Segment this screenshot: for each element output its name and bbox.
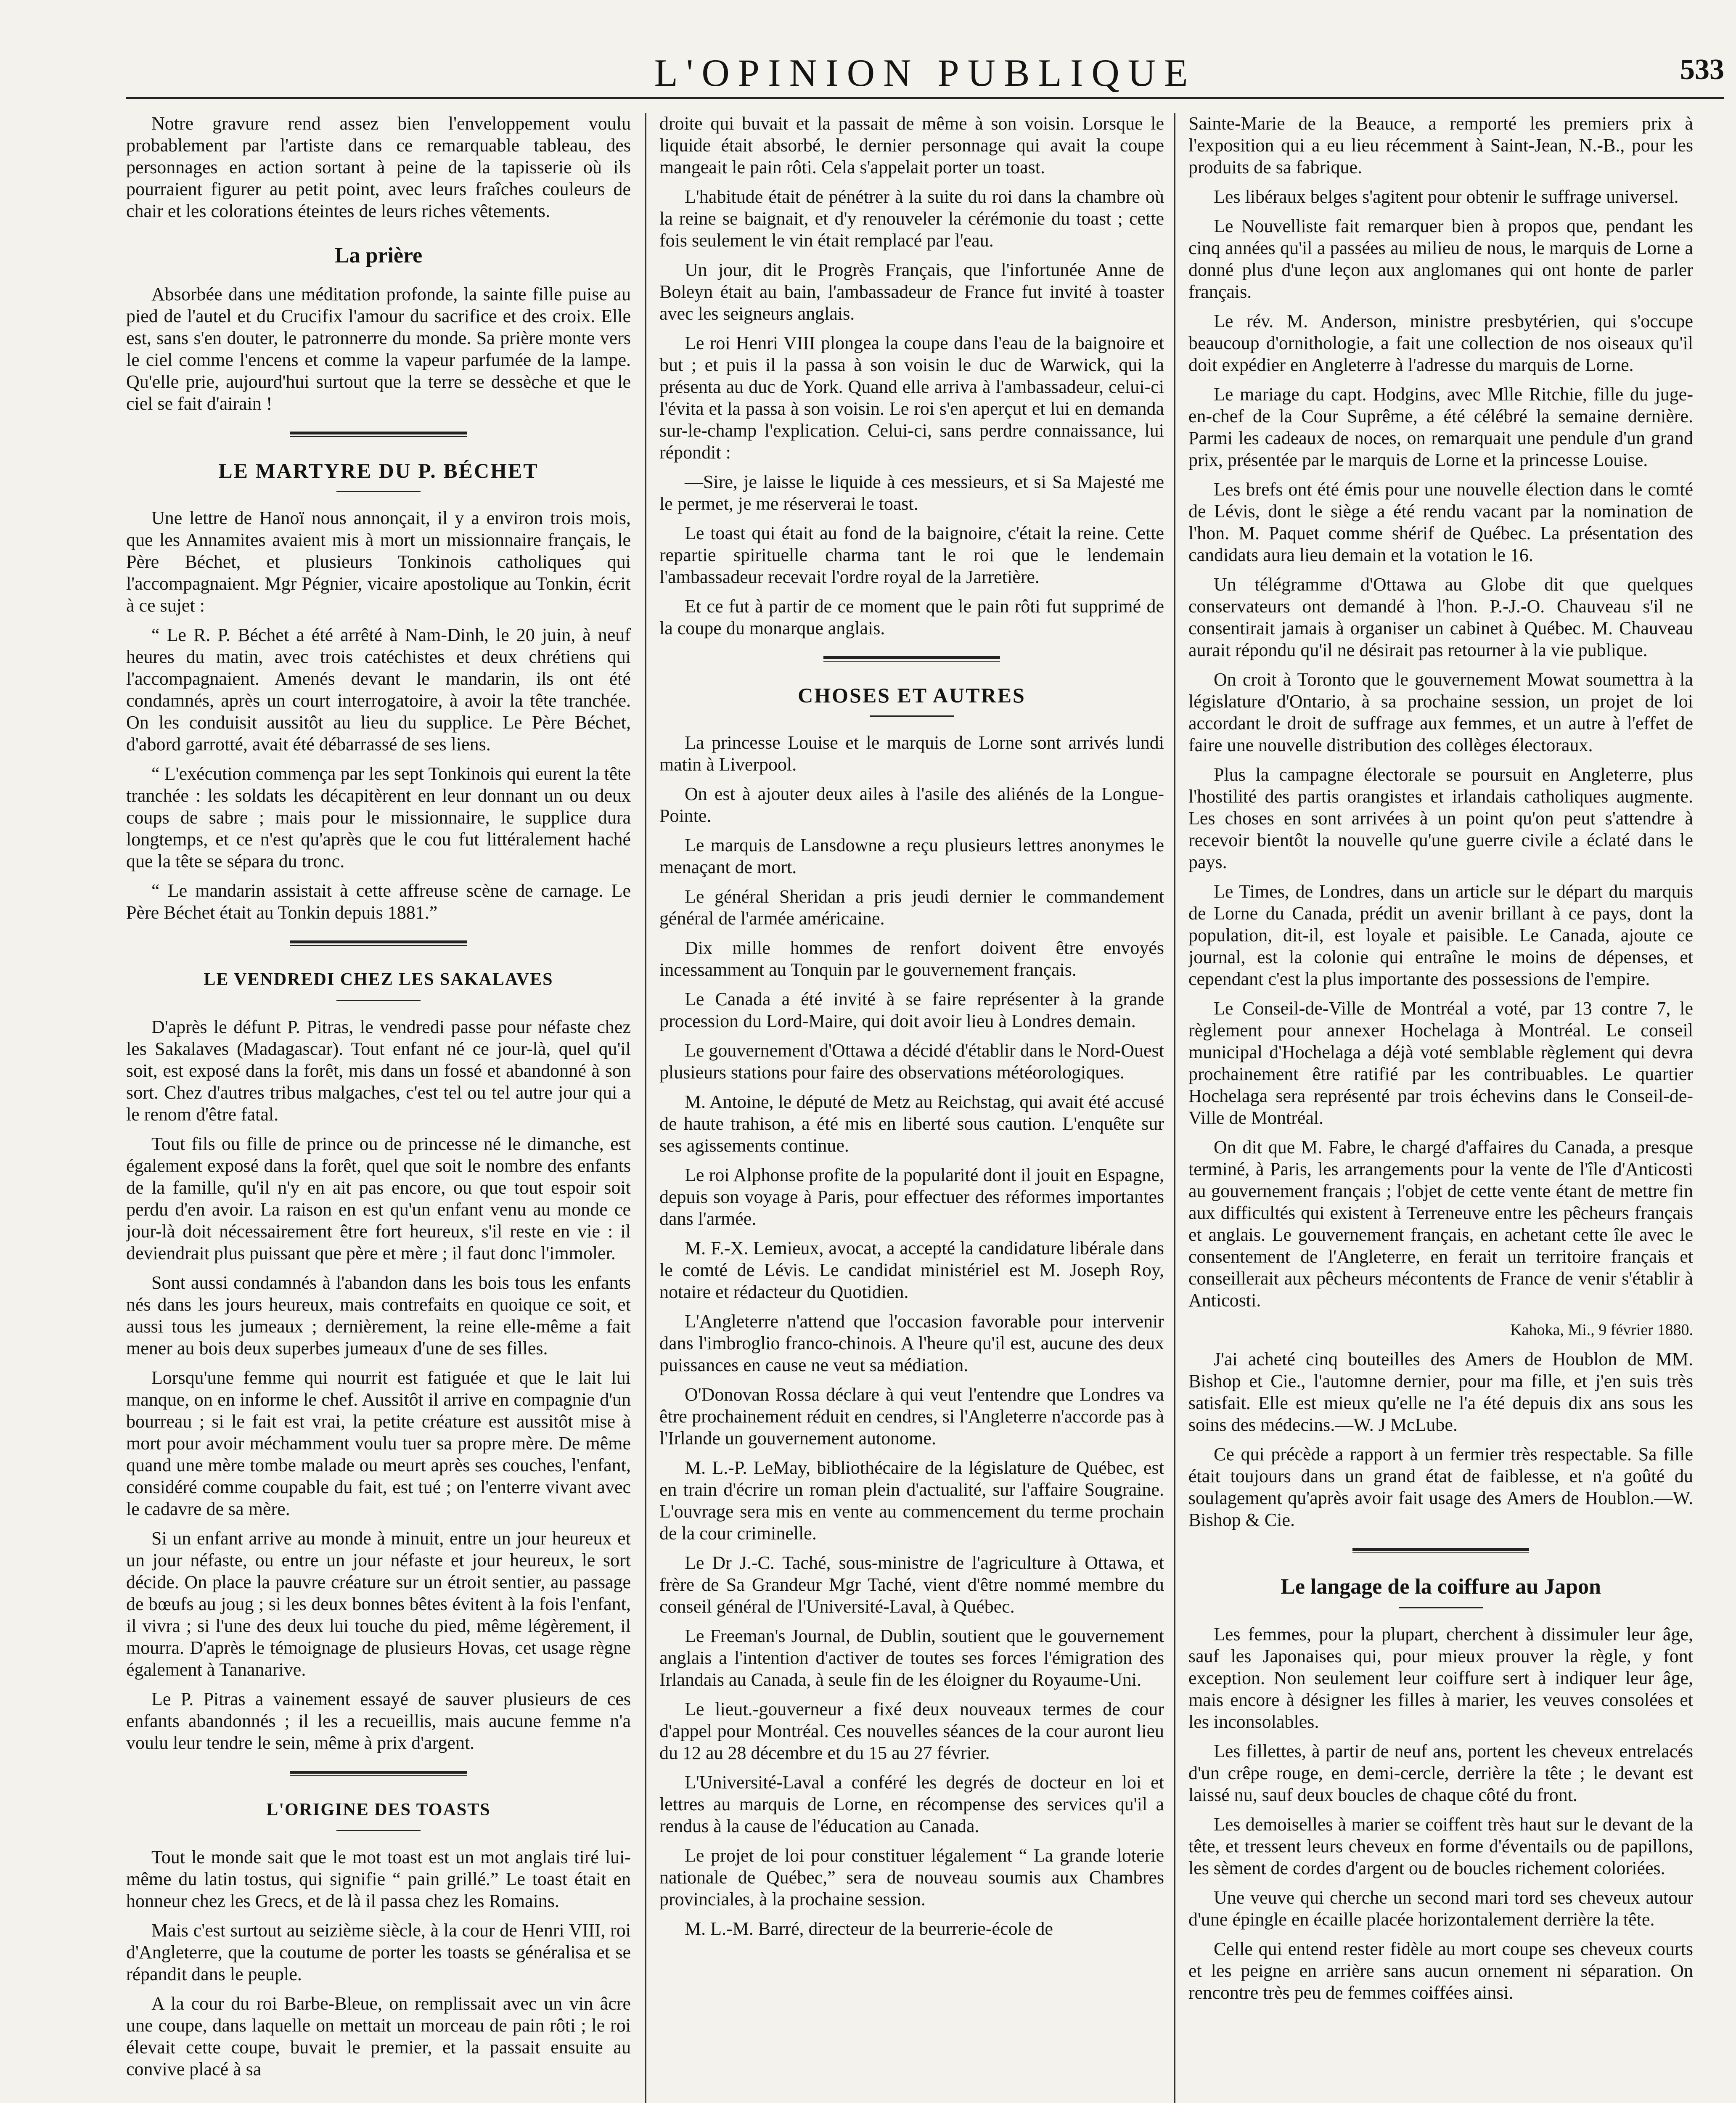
news-item: Le Canada a été invité à se faire représenter à la grande procession du Lord-Maire, qui doit avoir lieu à Londres demain.: [659, 989, 1164, 1031]
news-item: Un télégramme d'Ottawa au Globe dit que quelques conservateurs ont demandé à l'hon. P.-J.-O. Chauveau s'il ne consentirait jamais à organiser un cabinet à Québec. M. Chauveau aurait répondu qu'il ne désirait pas retourner à la vie publique.: [1188, 574, 1693, 660]
heading-vendredi: LE VENDREDI CHEZ LES SAKALAVES: [204, 970, 553, 989]
newspaper-title: L'OPINION PUBLIQUE: [654, 51, 1196, 94]
news-item: Le Times, de Londres, dans un article sur le départ du marquis de Lorne du Canada, prédit un avenir brillant à ce pays, dont la population, dit-il, est loyale et paisible. Le Canada, ajoute ce journal, est la colonie qui entraîne le moins de dépenses, et cependant c'est la plus importante des possessions de l'empire.: [1188, 881, 1693, 989]
section-divider: [290, 1771, 467, 1776]
article-paragraph: Un jour, dit le Progrès Français, que l'infortunée Anne de Boleyn était au bain, l'ambassadeur de France fut invité à toaster avec les seigneurs anglais.: [659, 260, 1164, 324]
news-item: On est à ajouter deux ailes à l'asile des aliénés de la Longue-Pointe.: [659, 784, 1164, 826]
article-paragraph: Notre gravure rend assez bien l'enveloppement voulu probablement par l'artiste dans ce remarquable tableau, des personnages en action sortant à peine de la tapisserie où ils pourraient figurer au petit point, avec leurs fraîches couleurs de chair et les colorations éteintes de leurs riches vêtements.: [126, 113, 631, 221]
news-item: M. Antoine, le député de Metz au Reichstag, qui avait été accusé de haute trahison, a été mis en liberté sous caution. L'enquête sur ses agissements continue.: [659, 1091, 1164, 1156]
article-paragraph: Le toast qui était au fond de la baignoire, c'était la reine. Cette repartie spirituelle charma tant le roi que le lendemain l'ambassadeur recevait l'ordre royal de la Jarretière.: [659, 523, 1164, 587]
article-paragraph: Les fillettes, à partir de neuf ans, portent les cheveux entrelacés d'un crêpe rouge, en demi-cercle, derrière la tête ; le devant est laissé nu, sauf deux boucles de chaque côté du front.: [1188, 1741, 1693, 1805]
column-left: [126, 113, 631, 2103]
masthead: [126, 50, 1724, 99]
heading-la-priere: La prière: [334, 244, 423, 268]
article-paragraph: Mais c'est surtout au seizième siècle, à la cour de Henri VIII, roi d'Angleterre, que la coutume de porter les toasts se généralisa et se répandit dans le peuple.: [126, 1920, 631, 1984]
heading-underline: [336, 1830, 421, 1831]
advertisement-text: J'ai acheté cinq bouteilles des Amers de Houblon de MM. Bishop et Cie., l'automne dernier, pour ma fille, et j'en suis très satisfait. Elle est mieux qu'elle ne l'a été depuis dix ans sous les soins des médecins.—W. J McLube.: [1188, 1349, 1693, 1435]
heading-underline: [1399, 1607, 1483, 1608]
heading-choses-et-autres: CHOSES ET AUTRES: [798, 683, 1026, 707]
article-paragraph: “ Le mandarin assistait à cette affreuse scène de carnage. Le Père Béchet était au Tonkin depuis 1881.”: [126, 880, 631, 923]
heading-underline: [336, 491, 421, 492]
article-paragraph: Celle qui entend rester fidèle au mort coupe ses cheveux courts et les peigne en arrière sans aucun ornement ni séparation. On rencontre très peu de femmes coiffées ainsi.: [1188, 1939, 1693, 2003]
article-paragraph: Le P. Pitras a vainement essayé de sauver plusieurs de ces enfants abandonnés ; il les a recueillis, mais aucune femme n'a voulu leur tendre le sein, même à prix d'argent.: [126, 1689, 631, 1753]
article-paragraph: Si un enfant arrive au monde à minuit, entre un jour heureux et un jour néfaste, ou entre un jour néfaste et jour heureux, le sort décide. On place la pauvre créature sur un étroit sentier, au passage de bœufs au joug ; si les deux bonnes bêtes évitent à la fois l'enfant, il vivra ; si l'une des deux lui touche du pied, même légèrement, il mourra. D'après le témoignage de plusieurs Hovas, cet usage règne également à Tananarive.: [126, 1528, 631, 1680]
article-paragraph: D'après le défunt P. Pitras, le vendredi passe pour néfaste chez les Sakalaves (Madagascar). Tout enfant né ce jour-là, quel qu'il soit, est exposé dans la forêt, mis dans un fossé et abandonné à son sort. Chez d'autres tribus malgaches, c'est tel ou tel autre jour qui a le renom d'être fatal.: [126, 1017, 631, 1125]
article-paragraph: droite qui buvait et la passait de même à son voisin. Lorsque le liquide était absorbé, le dernier personnage qui avait la coupe mangeait le pain rôti. Cela s'appelait porter un toast.: [659, 113, 1164, 177]
column-middle: [659, 113, 1164, 2103]
news-item: Le Conseil-de-Ville de Montréal a voté, par 13 contre 7, le règlement pour annexer Hochelaga à Montréal. Le conseil municipal d'Hochelaga a déjà voté semblable règlement qui devra prochainement être ratifié par les contribuables. Le quartier Hochelaga sera représenté par trois échevins dans le Conseil-de-Ville de Montréal.: [1188, 998, 1693, 1128]
section-divider: [290, 940, 467, 946]
news-item: M. L.-P. LeMay, bibliothécaire de la législature de Québec, est en train d'écrire un roman plein d'actualité, sur l'affaire Sougraine. L'ouvrage sera mis en vente au commencement du terme prochain de la cour criminelle.: [659, 1457, 1164, 1544]
news-item: Le marquis de Lansdowne a reçu plusieurs lettres anonymes le menaçant de mort.: [659, 835, 1164, 877]
news-item: Les libéraux belges s'agitent pour obtenir le suffrage universel.: [1214, 186, 1679, 207]
news-item: Le Freeman's Journal, de Dublin, soutient que le gouvernement anglais a l'intention d'activer de toutes ses forces l'émigration des Irlandais au Canada, à seule fin de les éloigner du Royaume-Uni.: [659, 1626, 1164, 1690]
article-paragraph: Et ce fut à partir de ce moment que le pain rôti fut supprimé de la coupe du monarque anglais.: [659, 596, 1164, 638]
news-item: Le mariage du capt. Hodgins, avec Mlle Ritchie, fille du juge-en-chef de la Cour Suprême, a été célébré la semaine dernière. Parmi les cadeaux de noces, on remarquait une pendule d'un grand prix, présentée par le marquis de Lorne et la princesse Louise.: [1188, 384, 1693, 470]
news-item: M. F.-X. Lemieux, avocat, a accepté la candidature libérale dans le comté de Lévis. Le candidat ministériel est M. Joseph Roy, notaire et rédacteur du Quotidien.: [659, 1238, 1164, 1302]
news-item: Le lieut.-gouverneur a fixé deux nouveaux termes de cour d'appel pour Montréal. Ces nouvelles séances de la cour auront lieu du 12 au 28 décembre et du 15 au 27 février.: [659, 1699, 1164, 1763]
advertisement-text: Ce qui précède a rapport à un fermier très respectable. Sa fille était toujours dans un grand état de faiblesse, et n'a goûté du soulagement qu'après avoir fait usage des Amers de Houblon.—W. Bishop & Cie.: [1188, 1444, 1693, 1530]
news-item: Le roi Alphonse profite de la popularité dont il jouit en Espagne, depuis son voyage à Paris, pour effectuer des réformes importantes dans l'armée.: [659, 1165, 1164, 1229]
article-paragraph: “ Le R. P. Béchet a été arrêté à Nam-Dinh, le 20 juin, à neuf heures du matin, avec trois catéchistes et deux chrétiens qui l'accompagnaient. Amenés devant le mandarin, ils ont été condamnés, après un court interrogatoire, à avoir la tête tranchée. On les conduisit aussitôt au lieu du supplice. Le Père Béchet, d'abord garrotté, avait été débarrassé de ses liens.: [126, 625, 631, 755]
page-number: 533: [1680, 53, 1724, 86]
news-item: Dix mille hommes de renfort doivent être envoyés incessamment au Tonquin par le gouvernement français.: [659, 938, 1164, 980]
news-item: O'Donovan Rossa déclare à qui veut l'entendre que Londres va être prochainement réduit en cendres, si l'Angleterre n'accorde pas à l'Irlande un gouvernement autonome.: [659, 1384, 1164, 1449]
article-paragraph: Absorbée dans une méditation profonde, la sainte fille puise au pied de l'autel et du Crucifix l'amour du sacrifice et des croix. Elle est, sans s'en douter, le patronnerre du monde. Sa prière monte vers le ciel comme l'encens et comme la vapeur parfumée de la lampe. Qu'elle prie, aujourd'hui surtout que la terre se dessèche et que le ciel se fait d'airain !: [126, 284, 631, 414]
news-item: Le Nouvelliste fait remarquer bien à propos que, pendant les cinq années qu'il a passées au milieu de nous, le marquis de Lorne a donné plus d'une leçon aux anglomanes qui ont honte de parler français.: [1188, 216, 1693, 302]
heading-toasts: L'ORIGINE DES TOASTS: [266, 1800, 491, 1820]
news-item: On dit que M. Fabre, le chargé d'affaires du Canada, a presque terminé, à Paris, les arrangements pour la vente de l'île d'Anticosti au gouvernement français ; l'objet de cette vente étant de mettre fin aux difficultés qui existent à Terreneuve entre les pêcheurs français et anglais. Le gouvernement français, en achetant cette île avec le consentement de l'Angleterre, en ferait un territoire français et conseillerait aux pêcheurs mécontents de France de venir s'établir à Anticosti.: [1188, 1137, 1693, 1311]
article-paragraph: Une lettre de Hanoï nous annonçait, il y a environ trois mois, que les Annamites avaient mis à mort un missionnaire français, le Père Béchet, et plusieurs Tonkinois catholiques qui l'accompagnaient. Mgr Pégnier, vicaire apostolique au Tonkin, écrit à ce sujet :: [126, 508, 631, 616]
article-paragraph: Tout fils ou fille de prince ou de princesse né le dimanche, est également exposé dans la forêt, quel que soit le nombre des enfants de la famille, qu'il n'y en ait pas encore, ou que tout espoir soit perdu d'en avoir. La raison en est qu'un enfant venu au monde ce jour-là doit nécessairement être fort heureux, s'il reste en vie : il deviendrait plus puissant que père et mère ; il faut donc l'immoler.: [126, 1134, 631, 1263]
article-paragraph: —Sire, je laisse le liquide à ces messieurs, et si Sa Majesté me le permet, je me réserverai le toast.: [659, 471, 1164, 514]
heading-coiffure-japon: Le langage de la coiffure au Japon: [1281, 1575, 1601, 1599]
section-divider: [823, 656, 1000, 662]
article-paragraph: Sont aussi condamnés à l'abandon dans les bois tous les enfants nés dans les jours heureux, mais contrefaits en quoique ce soit, et aussi tous les jumeaux ; dernièrement, la reine elle-même a fait mener au bois deux superbes jumeaux d'une de ses filles.: [126, 1272, 631, 1359]
news-item: Le projet de loi pour constituer légalement “ La grande loterie nationale de Québec,” sera de nouveau soumis aux Chambres provinciales, à la prochaine session.: [659, 1845, 1164, 1910]
news-item: Plus la campagne électorale se poursuit en Angleterre, plus l'hostilité des partis orangistes et irlandais catholiques augmente. Les choses en sont arrivées à un point qu'on peut s'attendre à recevoir bientôt la nouvelle qu'une guerre civile a éclaté dans le pays.: [1188, 764, 1693, 872]
column-divider: [1174, 113, 1175, 2103]
heading-underline: [336, 1000, 421, 1001]
article-paragraph: “ L'exécution commença par les sept Tonkinois qui eurent la tête tranchée : les soldats les décapitèrent en leur donnant un ou deux coups de sabre ; mais pour le missionnaire, le supplice dura longtemps, et ce n'est qu'après que le cou fut littéralement haché que la tête se sépara du tronc.: [126, 763, 631, 871]
article-paragraph: A la cour du roi Barbe-Bleue, on remplissait avec un vin âcre une coupe, dans laquelle on mettait un morceau de pain rôti ; le roi élevait cette coupe, buvait le premier, et la passait ensuite au convive placé à sa: [126, 1993, 631, 2079]
section-divider: [1352, 1548, 1529, 1553]
heading-martyre: LE MARTYRE DU P. BÉCHET: [218, 459, 539, 482]
article-paragraph: L'habitude était de pénétrer à la suite du roi dans la chambre où la reine se baignait, et d'y renouveler la cérémonie du toast ; cette fois seulement le vin était remplacé par l'eau.: [659, 186, 1164, 251]
news-item: Les brefs ont été émis pour une nouvelle élection dans le comté de Lévis, dont le siège a été rendu vacant par la nomination de l'hon. M. Paquet comme shérif de Québec. La présentation des candidats aura lieu demain et la votation le 16.: [1188, 479, 1693, 565]
article-paragraph: Tout le monde sait que le mot toast est un mot anglais tiré lui-même du latin tostus, qui signifie “ pain grillé.” Le toast était en honneur chez les Grecs, et de là il passa chez les Romains.: [126, 1847, 631, 1911]
article-paragraph: Les demoiselles à marier se coiffent très haut sur le devant de la tête, et tressent leurs cheveux en forme d'éventails ou de papillons, les sèment de cordes d'argent ou de boucles richement coloriées.: [1188, 1814, 1693, 1878]
news-item: Le gouvernement d'Ottawa a décidé d'établir dans le Nord-Ouest plusieurs stations pour faire des observations météorologiques.: [659, 1040, 1164, 1083]
dateline: Kahoka, Mi., 9 février 1880.: [1510, 1321, 1693, 1339]
column-right: [1188, 113, 1693, 2103]
news-item: Le général Sheridan a pris jeudi dernier le commandement général de l'armée américaine.: [659, 886, 1164, 929]
news-item: La princesse Louise et le marquis de Lorne sont arrivés lundi matin à Liverpool.: [659, 732, 1164, 775]
section-divider: [290, 432, 467, 437]
news-item: L'Angleterre n'attend que l'occasion favorable pour intervenir dans l'imbroglio franco-chinois. A l'heure qu'il est, aucune des deux puissances en cause ne veut sa médiation.: [659, 1311, 1164, 1375]
article-paragraph: Lorsqu'une femme qui nourrit est fatiguée et que le lait lui manque, on en informe le chef. Aussitôt il arrive en compagnie d'un bourreau ; si le fait est vrai, la petite créature est aussitôt mise à mort pour avoir méchamment voulu tuer sa propre mère. De même quand une mère tombe malade ou meurt après ses couches, l'enfant, considéré comme coupable du fait, est tué ; on l'enterre vivant avec le cadavre de sa mère.: [126, 1367, 631, 1519]
heading-underline: [870, 715, 954, 717]
article-paragraph: Les femmes, pour la plupart, cherchent à dissimuler leur âge, sauf les Japonaises qui, pour mieux prouver la règle, y font exception. Non seulement leur coiffure sert à indiquer leur âge, mais encore à désigner les filles à marier, les veuves consolées et les inconsolables.: [1188, 1624, 1693, 1732]
news-item: Sainte-Marie de la Beauce, a remporté les premiers prix à l'exposition qui a eu lieu récemment à Saint-Jean, N.-B., pour les produits de sa fabrique.: [1188, 113, 1693, 177]
news-item: L'Université-Laval a conféré les degrés de docteur en loi et lettres au marquis de Lorne, en récompense des services qu'il a rendus à la cause de l'éducation au Canada.: [659, 1772, 1164, 1836]
news-item: On croit à Toronto que le gouvernement Mowat soumettra à la législature d'Ontario, à sa prochaine session, un projet de loi accordant le droit de suffrage aux femmes, et un autre à l'effet de faire une nouvelle distribution des collèges électoraux.: [1188, 669, 1693, 755]
article-paragraph: Une veuve qui cherche un second mari tord ses cheveux autour d'une épingle en écaille placée horizontalement derrière la tête.: [1188, 1887, 1693, 1930]
news-item: Le rév. M. Anderson, ministre presbytérien, qui s'occupe beaucoup d'ornithologie, a fait une collection de nos oiseaux qu'il doit expédier en Angleterre à l'adresse du marquis de Lorne.: [1188, 311, 1693, 375]
column-divider: [645, 113, 646, 2103]
news-item: M. L.-M. Barré, directeur de la beurrerie-école de: [685, 1918, 1053, 1939]
article-paragraph: Le roi Henri VIII plongea la coupe dans l'eau de la baignoire et but ; et puis il la passa à son voisin le duc de Warwick, qui la présenta au duc de York. Quand elle arriva à l'ambassadeur, celui-ci l'évita et la passa à son voisin. Le roi s'en aperçut et lui en demanda sur-le-champ l'explication. Celui-ci, sans perdre connaissance, lui répondit :: [659, 333, 1164, 463]
news-item: Le Dr J.-C. Taché, sous-ministre de l'agriculture à Ottawa, et frère de Sa Grandeur Mgr Taché, vient d'être nommé membre du conseil général de l'Université-Laval, à Québec.: [659, 1552, 1164, 1617]
